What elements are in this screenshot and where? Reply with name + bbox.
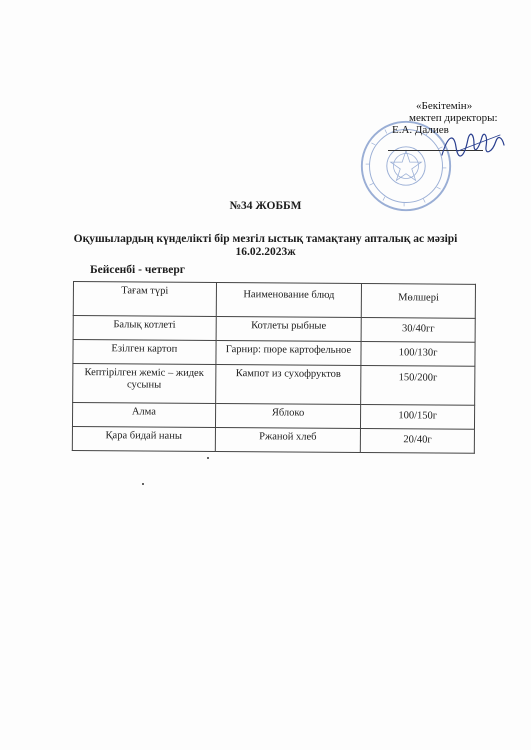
- approval-director-name: Е.А. Далиев: [392, 124, 449, 136]
- dish-name-cell: Яблоко: [215, 403, 361, 428]
- dish-name-cell: Котлеты рыбные: [216, 316, 362, 341]
- document-title: Оқушылардың күнделікті бір мезгіл ыстық тамақтану апталық ас мәзірі: [73, 233, 458, 245]
- school-name: №34 ЖОББМ: [229, 200, 302, 212]
- portion-cell: 100/150г: [361, 405, 475, 430]
- table-header-row: [73, 282, 475, 319]
- menu-table: [72, 281, 476, 454]
- scan-speck: [207, 457, 209, 459]
- scan-speck: [142, 483, 144, 485]
- dish-type-cell: Балық котлеті: [73, 316, 216, 341]
- portion-cell: 30/40гг: [361, 318, 475, 343]
- dish-type-cell: Қара бидай наны: [72, 426, 215, 451]
- table-row: [73, 364, 475, 406]
- portion-cell: 100/130г: [361, 342, 475, 367]
- dish-type-cell: Алма: [72, 403, 215, 428]
- dish-type-cell: Езілген картоп: [73, 340, 216, 365]
- header-cell-portion: Мөлшері: [362, 284, 476, 319]
- table-row: [72, 403, 474, 430]
- portion-cell: 20/40г: [361, 429, 475, 454]
- table-row: [73, 340, 475, 367]
- document-date: 16.02.2023ж: [235, 246, 296, 258]
- portion-cell: 150/200г: [361, 366, 475, 406]
- approval-heading: «Бекітемін»: [416, 100, 473, 112]
- header-cell-dish-name: Наименование блюд: [216, 282, 362, 317]
- dish-name-cell: Кампот из сухофруктов: [215, 364, 361, 404]
- table-row: [72, 426, 474, 453]
- approval-position: мектеп директоры:: [409, 112, 498, 124]
- header-cell-dish-type: Тағам түрі: [73, 282, 216, 317]
- weekday-label: Бейсенбі - четверг: [90, 264, 186, 276]
- table-row: [73, 316, 475, 343]
- dish-name-cell: Ржаной хлеб: [215, 427, 361, 452]
- dish-name-cell: Гарнир: пюре картофельное: [216, 340, 362, 365]
- dish-type-cell: Кептірілген жеміс – жидек сусыны: [73, 364, 216, 404]
- director-signature-icon: [438, 125, 508, 165]
